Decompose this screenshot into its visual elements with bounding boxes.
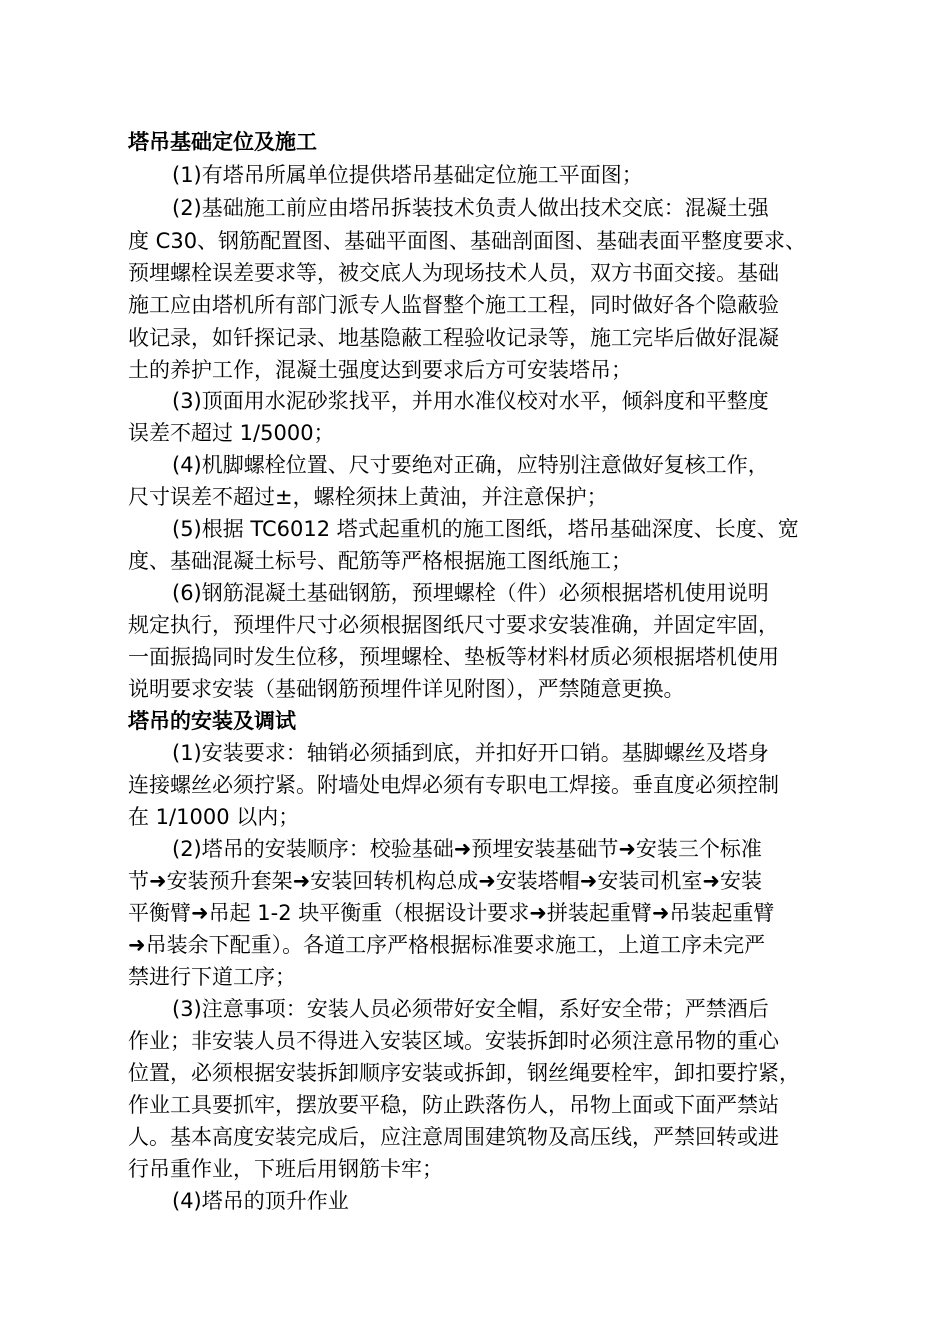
paragraph-line: 尺寸误差不超过±，螺栓须抹上黄油，并注意保护； <box>128 485 608 509</box>
paragraph-line: 禁进行下道工序； <box>128 965 296 989</box>
paragraph-line: 行吊重作业，下班后用钢筋卡牢； <box>128 1157 443 1181</box>
paragraph-line: 一面振捣同时发生位移，预埋螺栓、垫板等材料材质必须根据塔机使用 <box>128 645 779 669</box>
paragraph-line: 作业工具要抓牢，摆放要平稳，防止跌落伤人，吊物上面或下面严禁站 <box>128 1093 779 1117</box>
section-title-foundation: 塔吊基础定位及施工 <box>128 130 317 154</box>
paragraph-line: (4)机脚螺栓位置、尺寸要绝对正确，应特别注意做好复核工作， <box>172 453 769 477</box>
paragraph-line: (2)塔吊的安装顺序：校验基础➜预埋安装基础节➜安装三个标准 <box>172 837 762 861</box>
paragraph-line: (3)注意事项：安装人员必须带好安全帽，系好安全带；严禁酒后 <box>172 997 769 1021</box>
paragraph-line: 度 C30、钢筋配置图、基础平面图、基础剖面图、基础表面平整度要求、 <box>128 229 807 253</box>
section-title-installation: 塔吊的安装及调试 <box>128 709 296 733</box>
paragraph-line: 误差不超过 1/5000； <box>128 421 335 445</box>
paragraph-line: 规定执行，预埋件尺寸必须根据图纸尺寸要求安装准确，并固定牢固， <box>128 613 779 637</box>
paragraph-line: 作业；非安装人员不得进入安装区域。安装拆卸时必须注意吊物的重心 <box>128 1029 779 1053</box>
paragraph-line: 土的养护工作，混凝土强度达到要求后方可安装塔吊； <box>128 358 632 382</box>
paragraph-line: 说明要求安装（基础钢筋预埋件详见附图），严禁随意更换。 <box>128 677 685 701</box>
paragraph-line: 连接螺丝必须拧紧。附墙处电焊必须有专职电工焊接。垂直度必须控制 <box>128 773 779 797</box>
paragraph-line: 平衡臂➜吊起 1-2 块平衡重（根据设计要求➜拼装起重臂➜吊装起重臂 <box>128 901 775 925</box>
paragraph-line: (4)塔吊的顶升作业 <box>172 1189 349 1213</box>
paragraph-line: (5)根据 TC6012 塔式起重机的施工图纸，塔吊基础深度、长度、宽 <box>172 517 799 541</box>
paragraph-line: 在 1/1000 以内； <box>128 805 300 829</box>
paragraph-line: 收记录，如钎探记录、地基隐蔽工程验收记录等，施工完毕后做好混凝 <box>128 326 779 350</box>
paragraph-line: 节➜安装预升套架➜安装回转机构总成➜安装塔帽➜安装司机室➜安装 <box>128 869 762 893</box>
paragraph-line: (6)钢筋混凝土基础钢筋，预埋螺栓（件）必须根据塔机使用说明 <box>172 581 769 605</box>
paragraph-line: (3)顶面用水泥砂浆找平，并用水准仪校对水平，倾斜度和平整度 <box>172 389 769 413</box>
paragraph-line: 施工应由塔机所有部门派专人监督整个施工工程，同时做好各个隐蔽验 <box>128 293 779 317</box>
paragraph-line: (1)有塔吊所属单位提供塔吊基础定位施工平面图； <box>172 163 643 187</box>
paragraph-line: 位置，必须根据安装拆卸顺序安装或拆卸，钢丝绳要栓牢，卸扣要拧紧， <box>128 1061 800 1085</box>
paragraph-line: (2)基础施工前应由塔吊拆装技术负责人做出技术交底：混凝土强 <box>172 196 769 220</box>
paragraph-line: 预埋螺栓误差要求等，被交底人为现场技术人员，双方书面交接。基础 <box>128 261 779 285</box>
paragraph-line: ➜吊装余下配重）。各道工序严格根据标准要求施工，上道工序未完严 <box>128 933 766 957</box>
paragraph-line: 度、基础混凝土标号、配筋等严格根据施工图纸施工； <box>128 549 632 573</box>
paragraph-line: 人。基本高度安装完成后，应注意周围建筑物及高压线，严禁回转或进 <box>128 1125 779 1149</box>
paragraph-line: (1)安装要求：轴销必须插到底，并扣好开口销。基脚螺丝及塔身 <box>172 741 769 765</box>
